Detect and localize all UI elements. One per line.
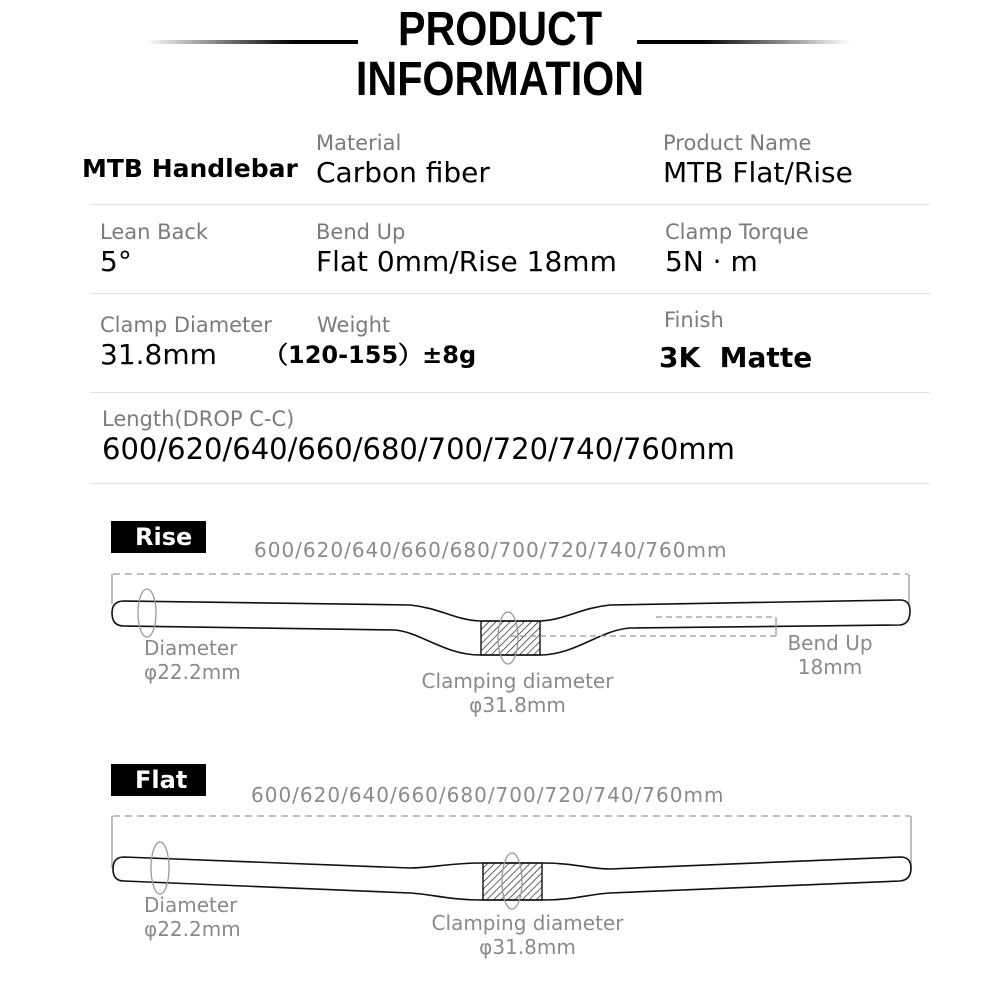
category-value: MTB Handlebar xyxy=(82,154,298,183)
spec-clamp-diameter xyxy=(100,312,272,372)
spec-material xyxy=(316,130,490,190)
rise-tag: Rise xyxy=(111,521,206,553)
title-decoration-left xyxy=(145,40,358,44)
spec-product-name xyxy=(663,130,853,190)
clamp-diameter-value: 31.8mm xyxy=(100,338,217,371)
finish-label: Finish xyxy=(664,308,724,332)
divider xyxy=(90,392,930,393)
rise-bend-value: 18mm xyxy=(797,655,863,679)
rise-diameter-label: Diameter xyxy=(144,636,238,660)
divider xyxy=(90,204,930,205)
page-title-line1: PRODUCT xyxy=(397,3,603,56)
rise-diameter-note xyxy=(144,636,241,684)
length-value: 600/620/640/660/680/700/720/740/760mm xyxy=(102,432,735,466)
rise-width-label: 600/620/640/660/680/700/720/740/760mm xyxy=(254,538,728,562)
flat-width-label: 600/620/640/660/680/700/720/740/760mm xyxy=(251,783,725,807)
flat-diameter-value: φ22.2mm xyxy=(144,917,241,941)
rise-clamp-note xyxy=(405,669,630,717)
length-label: Length(DROP C-C) xyxy=(102,407,295,431)
material-value: Carbon fiber xyxy=(316,156,490,189)
product-name-label: Product Name xyxy=(663,131,812,155)
clamp-diameter-label: Clamp Diameter xyxy=(100,313,272,337)
rise-diameter-value: φ22.2mm xyxy=(144,660,241,684)
flat-tag: Flat xyxy=(111,764,206,796)
spec-clamp-torque xyxy=(665,219,809,279)
rise-bend-note xyxy=(775,631,885,679)
spec-length xyxy=(102,406,735,466)
spec-lean-back xyxy=(100,219,208,279)
flat-diameter-label: Diameter xyxy=(144,893,238,917)
lean-back-label: Lean Back xyxy=(100,220,209,244)
spec-finish xyxy=(659,307,813,375)
spec-weight xyxy=(264,338,476,372)
flat-diameter-note xyxy=(144,893,241,941)
bend-up-label: Bend Up xyxy=(316,220,406,244)
clamp-torque-value: 5N · m xyxy=(665,245,758,278)
lean-back-value: 5° xyxy=(100,245,132,278)
finish-value: 3K Matte xyxy=(659,341,813,374)
spec-bend-up xyxy=(316,219,617,279)
bend-up-value: Flat 0mm/Rise 18mm xyxy=(316,245,617,278)
rise-clamp-label: Clamping diameter xyxy=(421,669,614,693)
weight-value: （120-155）±8g xyxy=(264,341,477,369)
divider xyxy=(90,293,930,294)
divider xyxy=(90,483,930,484)
rise-clamp-value: φ31.8mm xyxy=(469,693,566,717)
product-name-value: MTB Flat/Rise xyxy=(663,156,853,189)
page-title-line2: INFORMATION xyxy=(355,53,645,106)
rise-bend-label: Bend Up xyxy=(787,631,873,655)
spec-category xyxy=(82,152,298,186)
flat-clamp-value: φ31.8mm xyxy=(479,935,576,959)
weight-label: Weight xyxy=(317,313,391,337)
flat-clamp-note xyxy=(415,911,640,959)
material-label: Material xyxy=(316,131,402,155)
flat-clamp-label: Clamping diameter xyxy=(431,911,624,935)
spec-weight-label-wrap xyxy=(317,312,390,338)
clamp-torque-label: Clamp Torque xyxy=(665,220,809,244)
